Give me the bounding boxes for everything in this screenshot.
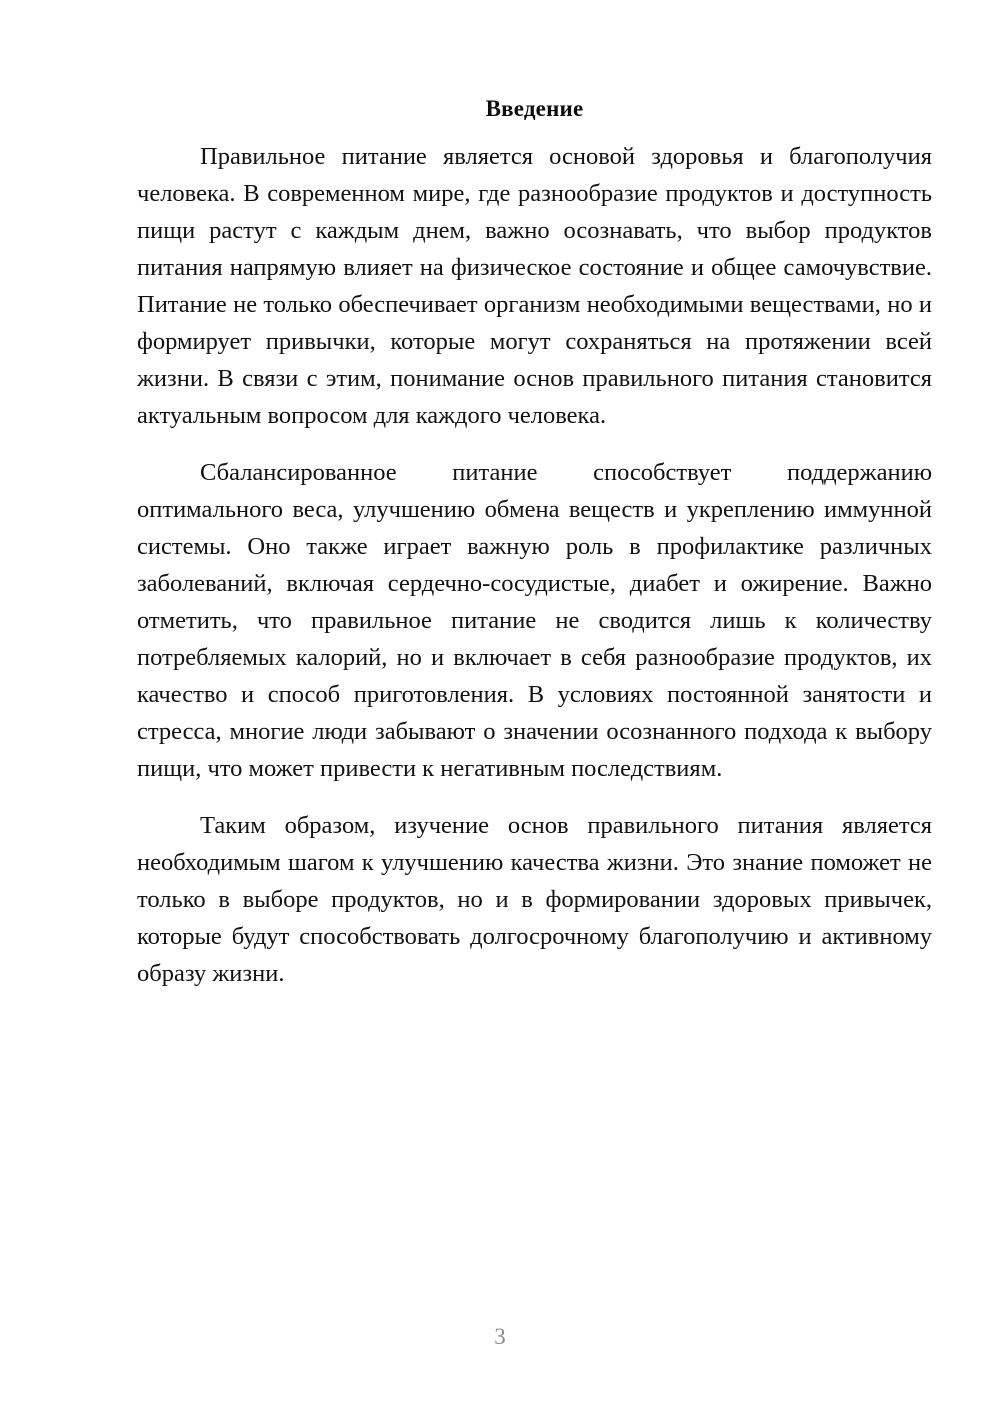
page-number: 3	[494, 1324, 506, 1349]
paragraph: Правильное питание является основой здоровья и благополучия человека. В современном мире, где разнообразие продуктов и доступность пищи растут с каждым днем, важно осознавать, что выбор продуктов питания напрямую влияет на физическое состояние и общее самочувствие. Питание не только обеспечивает организм необходимыми веществами, но и формирует привычки, которые могут сохраняться на протяжении всей жизни. В связи с этим, понимание основ правильного питания становится актуальным вопросом для каждого человека.	[137, 143, 932, 429]
page-title: Введение	[485, 96, 584, 121]
document-body	[137, 92, 932, 992]
paragraph: Сбалансированное питание способствует поддержанию оптимального веса, улучшению обмена веществ и укреплению иммунной системы. Оно также играет важную роль в профилактике различных заболеваний, включая сердечно-сосудистые, диабет и ожирение. Важно отметить, что правильное питание не сводится лишь к количеству потребляемых калорий, но и включает в себя разнообразие продуктов, их качество и способ приготовления. В условиях постоянной занятости и стресса, многие люди забывают о значении осознанного подхода к выбору пищи, что может привести к негативным последствиям.	[137, 459, 932, 782]
paragraph: Таким образом, изучение основ правильного питания является необходимым шагом к улучшению качества жизни. Это знание поможет не только в выборе продуктов, но и в формировании здоровых привычек, которые будут способствовать долгосрочному благополучию и активному образу жизни.	[137, 812, 932, 987]
